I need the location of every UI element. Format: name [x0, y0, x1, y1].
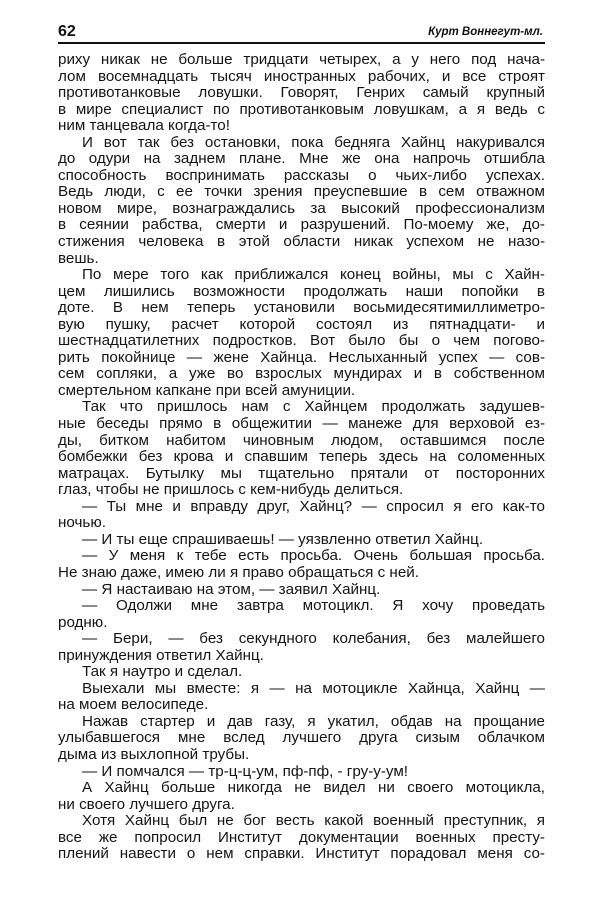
text-line: — И помчался — тр-ц-ц-ум, пф-пф, - гру-у-ум!: [82, 762, 409, 780]
text-line: ним танцевала когда-то!: [58, 117, 230, 135]
paragraph: [58, 631, 545, 664]
text-line: Нажав стартер и дав газу, я укатил, обдав на прощание: [82, 712, 545, 730]
text-line: рить покойнице — жене Хайнца. Неслыханный успех — сов-: [58, 348, 545, 366]
running-head-author: Курт Воннегут-мл.: [428, 26, 543, 38]
text-line: — Я настаиваю на этом, — заявил Хайнц.: [82, 580, 381, 598]
text-line: вую пушку, расчет которой состоял из пятнадцати- и: [58, 315, 545, 333]
text-line: Хотя Хайнц был не бог весть какой военный преступник, я: [82, 812, 545, 830]
text-line: способность воспринимать рассказы о чьих-либо успехах.: [58, 166, 545, 184]
text-line: противотанковые ловушки. Говорят, Генрих самый крупный: [58, 84, 545, 102]
text-line: бомбежки без крова и спавшим теперь здесь на соломенных: [58, 448, 545, 466]
text-line: — И ты еще спрашиваешь! — уязвленно ответил Хайнц.: [82, 530, 484, 548]
paragraph: [58, 780, 545, 813]
paragraph: [58, 267, 545, 399]
text-line: родню.: [58, 613, 108, 631]
text-line: ные беседы прямо в общежитии — манеже для верховой ез-: [58, 415, 545, 433]
text-line: шестнадцатилетних подростков. Вот было бы о чем погово-: [58, 332, 545, 350]
text-line: смертельном капкане при всей амуниции.: [58, 381, 356, 399]
text-line: новом мире, вознаграждались за высокий профессионализм: [58, 199, 545, 217]
text-line: все же попросил Институт документации военных престу-: [58, 828, 545, 846]
text-line: По мере того как приближался конец войны, мы с Хайн-: [82, 266, 545, 284]
paragraph: [58, 399, 545, 498]
text-line: цем лишились возможности продолжать наши попойки в: [58, 282, 545, 300]
text-line: — Одолжи мне завтра мотоцикл. Я хочу проведать: [82, 597, 545, 615]
paragraph: [58, 813, 545, 863]
paragraph: [58, 664, 545, 681]
text-line: А Хайнц больше никогда не видел ни своего мотоцикла,: [82, 779, 545, 797]
text-line: матрацах. Бутылку мы тщательно прятали от посторонних: [58, 464, 545, 482]
page-number: 62: [58, 23, 76, 40]
paragraph: [58, 582, 545, 599]
text-line: лом восемнадцать тысяч иностранных рабочих, и все строят: [58, 67, 545, 85]
text-line: риху никак не больше тридцати четырех, а у него под нача-: [58, 51, 545, 68]
text-line: ни своего лучшего друга.: [58, 795, 235, 813]
text-line: улыбавшегося мне вслед лучшего друга сизым облачком: [58, 729, 545, 747]
paragraph: [58, 135, 545, 267]
text-line: Не знаю даже, имею ли я право обращаться с ней.: [58, 563, 419, 581]
text-line: до одури на заднем плане. Мне же она напрочь отшибла: [58, 150, 545, 168]
text-line: в мире специалист по противотанковым ловушкам, а я ведь с: [58, 100, 545, 118]
paragraph: [58, 548, 545, 581]
body-text: [58, 52, 545, 863]
text-line: Так что пришлось нам с Хайнцем продолжать задушев-: [82, 398, 545, 416]
text-line: плений навести о нем справки. Институт порадовал меня со-: [58, 845, 545, 863]
text-line: — Ты мне и вправду друг, Хайнц? — спросил я его как-то: [82, 497, 545, 515]
text-line: доте. В нем теперь установили восьмидесятимиллиметро-: [58, 299, 545, 317]
text-line: на моем велосипеде.: [58, 696, 209, 714]
paragraph: [58, 52, 545, 135]
text-line: ночью.: [58, 514, 106, 532]
paragraph: [58, 499, 545, 532]
text-line: дыма из выхлопной трубы.: [58, 745, 250, 763]
text-line: ды, битком набитом чиновным людом, оставшимся после: [58, 431, 545, 449]
text-line: в сеянии рабства, смерти и разрушений. По-моему же, до-: [58, 216, 545, 234]
paragraph: [58, 598, 545, 631]
text-line: И вот так без остановки, пока бедняга Хайнц накуривался: [82, 133, 545, 151]
text-line: глаз, чтобы не пришлось с кем-нибудь делиться.: [58, 481, 404, 499]
paragraph: [58, 681, 545, 714]
text-line: — Бери, — без секундного колебания, без малейшего: [82, 630, 545, 648]
text-line: сем сопляки, а уже во взрослых мундирах и в собственном: [58, 365, 545, 383]
paragraph: [58, 714, 545, 764]
text-line: Ведь люди, с ее точки зрения преуспевшие в сем отважном: [58, 183, 545, 201]
text-line: Выехали мы вместе: я — на мотоцикле Хайнца, Хайнц —: [82, 679, 545, 697]
text-line: Так я наутро и сделал.: [82, 663, 243, 681]
text-line: принуждения ответил Хайнц.: [58, 646, 264, 664]
text-line: стижения человека в этой области никак успехом не назо-: [58, 233, 545, 251]
text-line: — У меня к тебе есть просьба. Очень большая просьба.: [82, 547, 545, 565]
page-header: [58, 22, 545, 44]
text-line: вешь.: [58, 249, 99, 267]
paragraph: [58, 764, 545, 781]
paragraph: [58, 532, 545, 549]
